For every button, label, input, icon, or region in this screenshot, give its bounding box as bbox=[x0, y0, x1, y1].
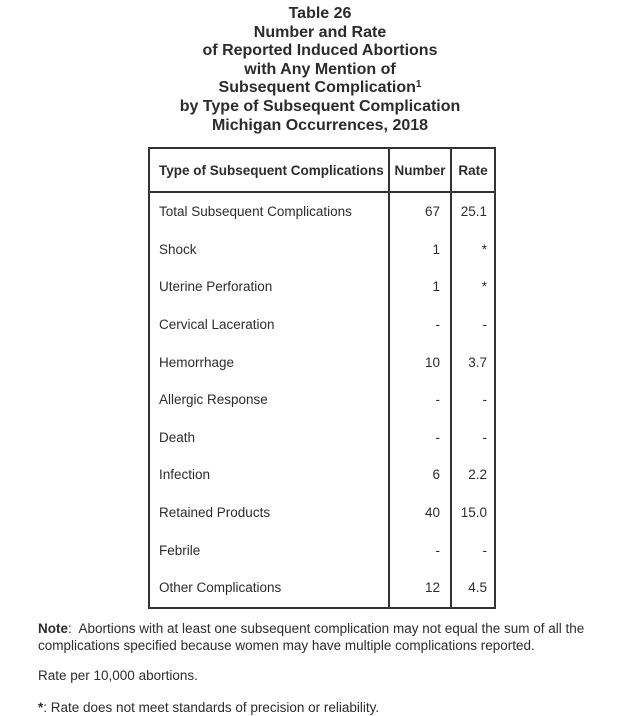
footnotes bbox=[38, 620, 632, 716]
cell-complication-type: Allergic Response bbox=[159, 392, 268, 408]
note-rate-denominator: Rate per 10,000 abortions. bbox=[38, 668, 198, 683]
cell-rate: - bbox=[451, 419, 495, 457]
title-line: Michigan Occurrences, 2018 bbox=[211, 116, 429, 134]
cell-rate: 4.5 bbox=[451, 569, 495, 608]
title-line: Number and Rate bbox=[253, 23, 387, 41]
title-line: Subsequent Complication$^1$ bbox=[218, 79, 422, 97]
table-row bbox=[149, 494, 495, 532]
cell-complication-type: Other Complications bbox=[159, 580, 282, 596]
cell-number: 12 bbox=[389, 569, 451, 608]
table-row bbox=[149, 569, 495, 608]
cell-rate: - bbox=[451, 306, 495, 344]
cell-number: 6 bbox=[389, 456, 451, 494]
cell-rate: 25.1 bbox=[451, 192, 495, 231]
table-row bbox=[149, 531, 495, 569]
table-row bbox=[149, 268, 495, 306]
header-number: Number bbox=[389, 148, 451, 192]
cell-number: 10 bbox=[389, 343, 451, 381]
note-multiple-complications bbox=[38, 620, 632, 654]
cell-rate: - bbox=[451, 381, 495, 419]
header-row bbox=[149, 148, 495, 192]
cell-complication-type: Shock bbox=[159, 241, 197, 257]
cell-rate: - bbox=[451, 531, 495, 569]
cell-number: - bbox=[389, 531, 451, 569]
cell-complication-type: Death bbox=[159, 429, 196, 445]
cell-number: - bbox=[389, 306, 451, 344]
table-header bbox=[149, 148, 495, 192]
header-rate: Rate bbox=[451, 148, 495, 192]
note-body: : Abortions with at least one subsequent complication may not equal the sum of all the complications specified because women may have multiple complications reported. bbox=[38, 621, 589, 653]
table-row bbox=[149, 192, 495, 231]
cell-number: - bbox=[389, 381, 451, 419]
table-row bbox=[149, 419, 495, 457]
footnote-superscript: 1 bbox=[415, 79, 422, 91]
title-line: Table 26 bbox=[288, 5, 352, 22]
table-row bbox=[149, 231, 495, 269]
header-type-of-complications: Type of Subsequent Complications bbox=[149, 148, 389, 192]
table-row bbox=[149, 456, 495, 494]
cell-complication-type: Cervical Laceration bbox=[159, 317, 275, 333]
cell-rate: * bbox=[451, 268, 495, 306]
table-row bbox=[149, 343, 495, 381]
cell-number: 1 bbox=[389, 231, 451, 269]
table-row bbox=[149, 381, 495, 419]
cell-number: 67 bbox=[389, 192, 451, 231]
cell-complication-type: Retained Products bbox=[159, 505, 271, 521]
cell-rate: 15.0 bbox=[451, 494, 495, 532]
cell-number: - bbox=[389, 419, 451, 457]
cell-rate: 2.2 bbox=[451, 456, 495, 494]
note-asterisk-definition bbox=[38, 699, 632, 716]
asterisk-symbol: * bbox=[38, 700, 44, 715]
cell-rate: 3.7 bbox=[451, 343, 495, 381]
table-row bbox=[149, 306, 495, 344]
title-line: with Any Mention of bbox=[244, 60, 396, 78]
table-title bbox=[0, 5, 640, 135]
cell-complication-type: Uterine Perforation bbox=[159, 279, 273, 295]
cell-number: 40 bbox=[389, 494, 451, 532]
note-label: Note bbox=[38, 621, 68, 636]
title-line: by Type of Subsequent Complication bbox=[179, 97, 461, 115]
cell-complication-type: Infection bbox=[159, 467, 211, 483]
cell-number: 1 bbox=[389, 268, 451, 306]
complications-table bbox=[148, 147, 496, 609]
table-body bbox=[149, 192, 495, 608]
cell-complication-type: Febrile bbox=[159, 542, 201, 558]
cell-rate: * bbox=[451, 231, 495, 269]
cell-complication-type: Total Subsequent Complications bbox=[159, 204, 352, 220]
cell-complication-type: Hemorrhage bbox=[159, 354, 235, 370]
title-line: of Reported Induced Abortions bbox=[202, 42, 438, 60]
asterisk-body: : Rate does not meet standards of precision or reliability. bbox=[43, 700, 380, 715]
